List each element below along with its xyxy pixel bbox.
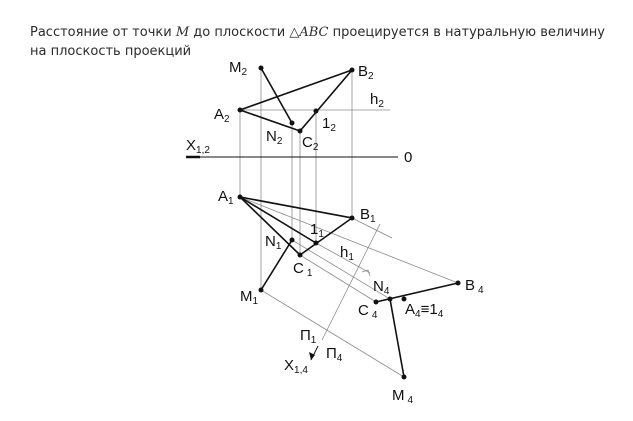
label-B2: $B_2$	[358, 63, 374, 82]
point-symbol: M	[175, 25, 190, 40]
point-labels	[186, 59, 484, 406]
frontal-projection	[240, 68, 352, 131]
label-M4: M $_4$	[392, 387, 414, 406]
label-h2: $h_2$	[370, 91, 384, 110]
label-N1: $N_1$	[265, 233, 282, 252]
label-origin: 0	[404, 149, 413, 166]
label-C4: C $_4$	[358, 302, 378, 321]
label-A2: $A_2$	[214, 106, 230, 125]
label-h1: $h_1$	[340, 244, 354, 263]
label-1-1: $1_1$	[310, 221, 324, 240]
auxiliary-projection	[376, 283, 458, 377]
label-P1: $П_1$	[300, 327, 317, 346]
label-A1: $A_1$	[218, 188, 234, 207]
label-X14: $X_{1,4}$	[284, 357, 308, 376]
label-N2: $N_2$	[266, 128, 283, 147]
link-lines	[240, 68, 458, 377]
statement-text-1: Расстояние от точки	[30, 25, 176, 40]
label-N4: $N_4$	[373, 278, 390, 297]
label-1-2: $1_2$	[322, 115, 336, 134]
plane-symbol: △ABC	[289, 25, 329, 40]
statement-text-3: проецируется в натуральную величину на плоскость проекций	[30, 25, 605, 59]
label-A4-1-4: $A_4\equiv 1_4$	[405, 301, 444, 320]
statement-text-2: до плоскости	[189, 25, 290, 40]
label-P4: $П_4$	[326, 345, 343, 364]
label-C2: $C_2$	[302, 134, 319, 153]
label-B1: $B_1$	[360, 206, 376, 225]
label-M1: $M_1$	[240, 288, 259, 307]
label-M2: $M_2$	[229, 59, 248, 78]
label-B4: B $_4$	[465, 277, 484, 296]
label-X12: $X_{1,2}$	[186, 137, 210, 156]
label-C1: C $_1$	[293, 260, 313, 279]
projection-points	[238, 66, 461, 380]
